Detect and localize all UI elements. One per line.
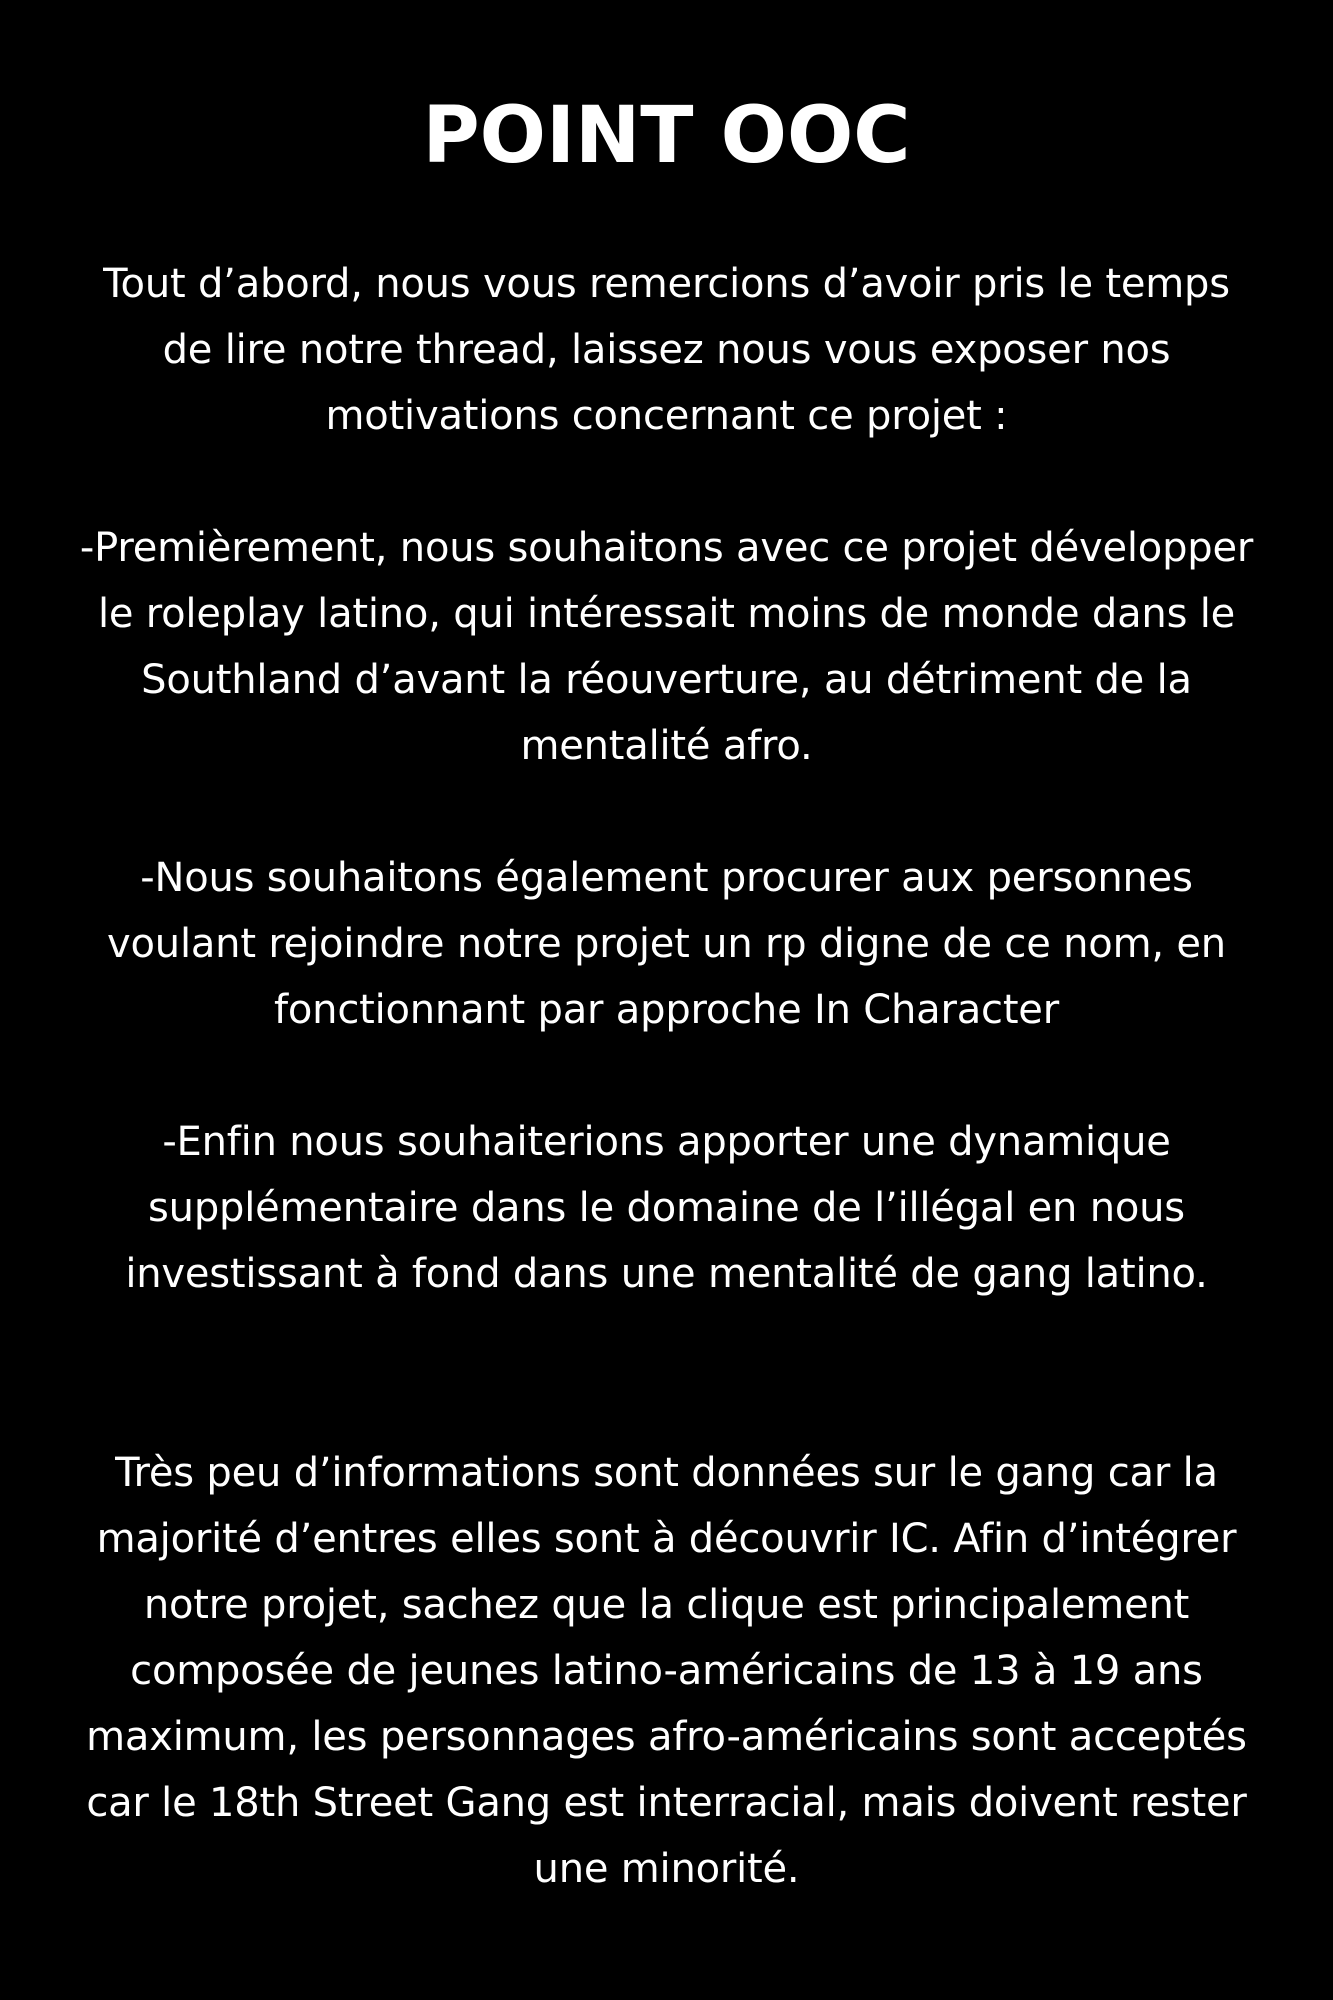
gang-info-line: une minorité. [533, 1846, 800, 1892]
gang-info-paragraph [0, 1440, 1333, 1902]
third-motivation-line: supplémentaire dans le domaine de l’illégal en nous [148, 1185, 1185, 1231]
intro-line: Tout d’abord, nous vous remercions d’avoir pris le temps [103, 261, 1230, 307]
second-motivation-line: -Nous souhaitons également procurer aux personnes [140, 855, 1193, 901]
third-motivation-line: investissant à fond dans une mentalité de gang latino. [125, 1251, 1208, 1297]
first-motivation-line: le roleplay latino, qui intéressait moins de monde dans le [97, 591, 1236, 637]
gang-info-line: composée de jeunes latino-américains de 13 à 19 ans [130, 1648, 1203, 1694]
gang-info-line: majorité d’entres elles sont à découvrir IC. Afin d’intégrer [96, 1516, 1237, 1562]
first-motivation-line: mentalité afro. [520, 723, 813, 769]
first-motivation-paragraph [0, 515, 1333, 779]
second-motivation-paragraph [0, 845, 1333, 1043]
intro-paragraph [0, 251, 1333, 449]
first-motivation-line: Southland d’avant la réouverture, au détriment de la [141, 657, 1192, 703]
intro-line: de lire notre thread, laissez nous vous exposer nos [162, 327, 1171, 373]
second-motivation-line: fonctionnant par approche In Character [274, 987, 1059, 1033]
third-motivation-line: -Enfin nous souhaiterions apporter une dynamique [162, 1119, 1171, 1165]
first-motivation-line: -Premièrement, nous souhaitons avec ce projet développer [79, 525, 1254, 571]
gang-info-line: notre projet, sachez que la clique est principalement [143, 1582, 1190, 1628]
page-title: POINT OOC [422, 91, 911, 181]
third-motivation-paragraph [0, 1109, 1333, 1307]
gang-info-line: Très peu d’informations sont données sur le gang car la [115, 1450, 1218, 1496]
intro-line: motivations concernant ce projet : [325, 393, 1008, 439]
second-motivation-line: voulant rejoindre notre projet un rp digne de ce nom, en [107, 921, 1226, 967]
gang-info-line: car le 18th Street Gang est interracial, mais doivent rester [86, 1780, 1247, 1826]
gang-info-line: maximum, les personnages afro-américains sont acceptés [86, 1714, 1247, 1760]
